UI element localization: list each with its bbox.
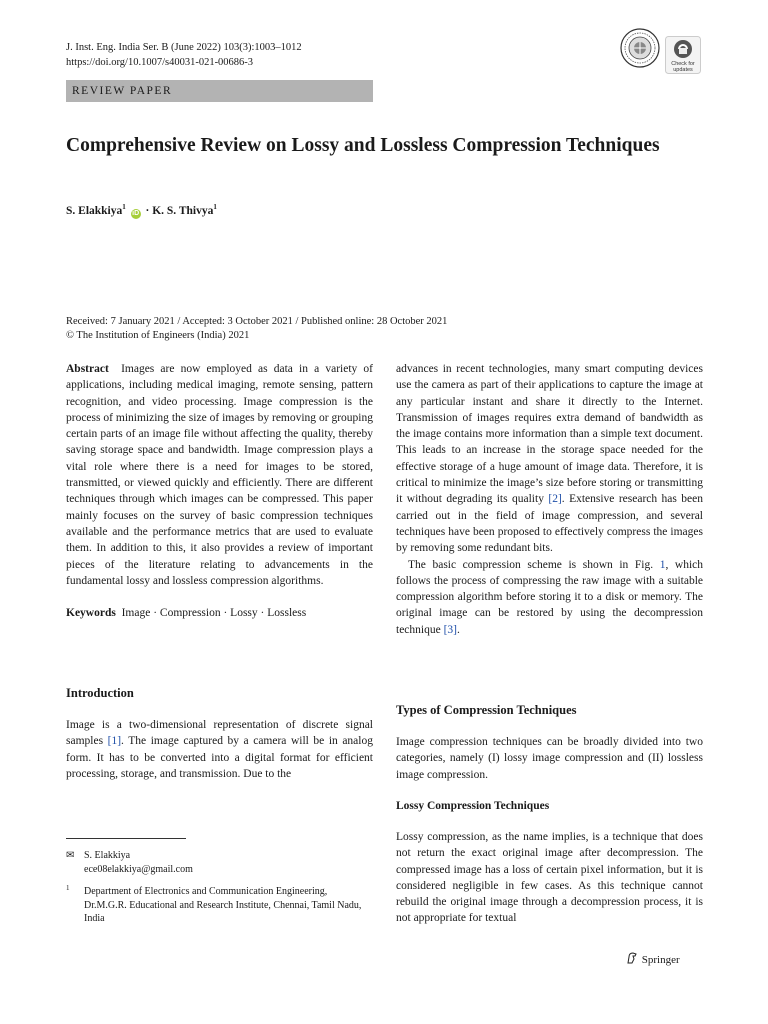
publication-dates	[66, 315, 447, 343]
citation-link[interactable]: [1]	[107, 735, 122, 748]
publisher-footer	[625, 951, 680, 966]
keywords-label: Keywords	[66, 607, 116, 620]
corresponding-author: S. Elakkiya	[84, 850, 131, 861]
paragraph-text: . Extensive research has been carried out in the field of image compression, and several techniques have been proposed to effectively compress the images by removing some redundant bits.	[396, 493, 703, 555]
springer-horse-icon	[625, 951, 639, 965]
abstract	[66, 361, 373, 589]
author-name[interactable]: S. Elakkiya	[66, 204, 123, 217]
keywords-text: Image · Compression · Lossy · Lossless	[121, 607, 307, 620]
email-link[interactable]: ece08elakkiya@gmail.com	[84, 863, 193, 875]
doi-link[interactable]: https://doi.org/10.1007/s40031-021-00686-3	[66, 57, 254, 68]
keywords	[66, 605, 373, 621]
svg-text:updates: updates	[673, 67, 693, 73]
journal-citation: J. Inst. Eng. India Ser. B (June 2022) 103(3):1003–1012	[66, 42, 302, 53]
paragraph-text: advances in recent technologies, many smart computing devices use the camera as part of their applications to capture the image at any particular instant and share it directly to the Internet. Transmission of images requires extra demand of bandwidth as the image contains more information than a simple text document. This leads to an increase in the storage space needed for the effective storage of a huge amount of image data. Therefore, it is critical to minimize the image’s size before storing or transmitting it without degrading its quality	[396, 363, 703, 506]
affiliation-marker: 1	[213, 203, 217, 211]
dates-line: Received: 7 January 2021 / Accepted: 3 October 2021 / Published online: 28 October 2021	[66, 316, 448, 327]
institution-seal-logo	[620, 28, 660, 68]
affiliation-marker: 1	[122, 203, 126, 211]
affiliation-number: 1	[66, 884, 70, 892]
types-text: Image compression techniques can be broadly divided into two categories, namely (I) lossy image compression and (II) lossless image compression.	[396, 736, 703, 781]
left-column	[66, 361, 373, 621]
figure-link[interactable]: 1	[659, 558, 666, 571]
abstract-label: Abstract	[66, 363, 109, 375]
envelope-icon: ✉	[66, 850, 75, 861]
introduction-text	[66, 717, 373, 782]
svg-text:Check for: Check for	[671, 61, 695, 67]
citation-link[interactable]: [2]	[548, 493, 562, 506]
copyright-line: © The Institution of Engineers (India) 2021	[66, 330, 250, 341]
citation-link[interactable]: [3]	[443, 623, 457, 636]
paragraph	[396, 557, 703, 638]
publisher-name: Springer	[641, 954, 680, 966]
article-type-banner: REVIEW PAPER	[66, 80, 373, 102]
affiliation-footnote	[66, 885, 366, 926]
intro-text-part: Image is a two-dimensional representation of discrete signal samples	[66, 719, 373, 748]
author-name[interactable]: K. S. Thivya	[152, 204, 214, 217]
intro-text-part: . The image captured by a camera will be in analog form. It has to be converted into a digital format for efficient processing, storage, and transmission. Due to the	[66, 735, 373, 780]
footnote-divider	[66, 838, 186, 839]
paragraph-text: .	[457, 623, 460, 636]
check-updates-icon	[665, 36, 701, 74]
author-line	[66, 203, 217, 219]
abstract-text: Images are now employed as data in a variety of applications, including medical imaging, remote sensing, pattern recognition, and video processing. Image compression is the process of minimizing the size of images by removing or grouping certain parts of an image file without affecting the quality, thereby saving storage space and bandwidth. Image compression plays a vital role where there is a need for images to be stored, transmitted, or viewed quickly and efficiently. There are different techniques through which images can be compressed. This paper mainly focuses on the survey of basic compression techniques available and the performance metrics that are used to evaluate them. In addition to this, it also provides a review of important pieces of the literature relating to advancements in the fundamental lossy and lossless compression algorithms.	[66, 363, 373, 587]
paragraph	[396, 361, 703, 557]
author-separator: ·	[145, 204, 150, 217]
paper-title: Comprehensive Review on Lossy and Lossless Compression Techniques	[66, 135, 660, 156]
correspondence-footnote	[66, 849, 366, 876]
check-for-updates-badge[interactable]	[665, 36, 701, 74]
paragraph-text: The basic compression scheme is shown in Fig.	[408, 558, 660, 571]
lossy-heading: Lossy Compression Techniques	[396, 800, 550, 812]
paragraph-text: , which follows the process of compressing the raw image with a suitable compression algorithm before storing it to a disk or memory. The original image can be restored by using the decompression technique	[396, 558, 704, 636]
introduction-heading: Introduction	[66, 686, 134, 700]
lossy-text: Lossy compression, as the name implies, is a technique that does not return the exact original image after decompression. The compressed image has a loss of certain pixel information, but it is considered negligible in few cases. As this technique cannot rebuild the original image through a decompression process, it is not appropriate for textual	[396, 831, 703, 925]
types-heading: Types of Compression Techniques	[396, 703, 577, 717]
orcid-icon[interactable]: iD	[132, 209, 140, 217]
right-column	[396, 361, 703, 638]
affiliation-text: Department of Electronics and Communication Engineering, Dr.M.G.R. Educational and Research Institute, Chennai, Tamil Nadu, India	[84, 886, 362, 924]
journal-info	[66, 40, 302, 70]
